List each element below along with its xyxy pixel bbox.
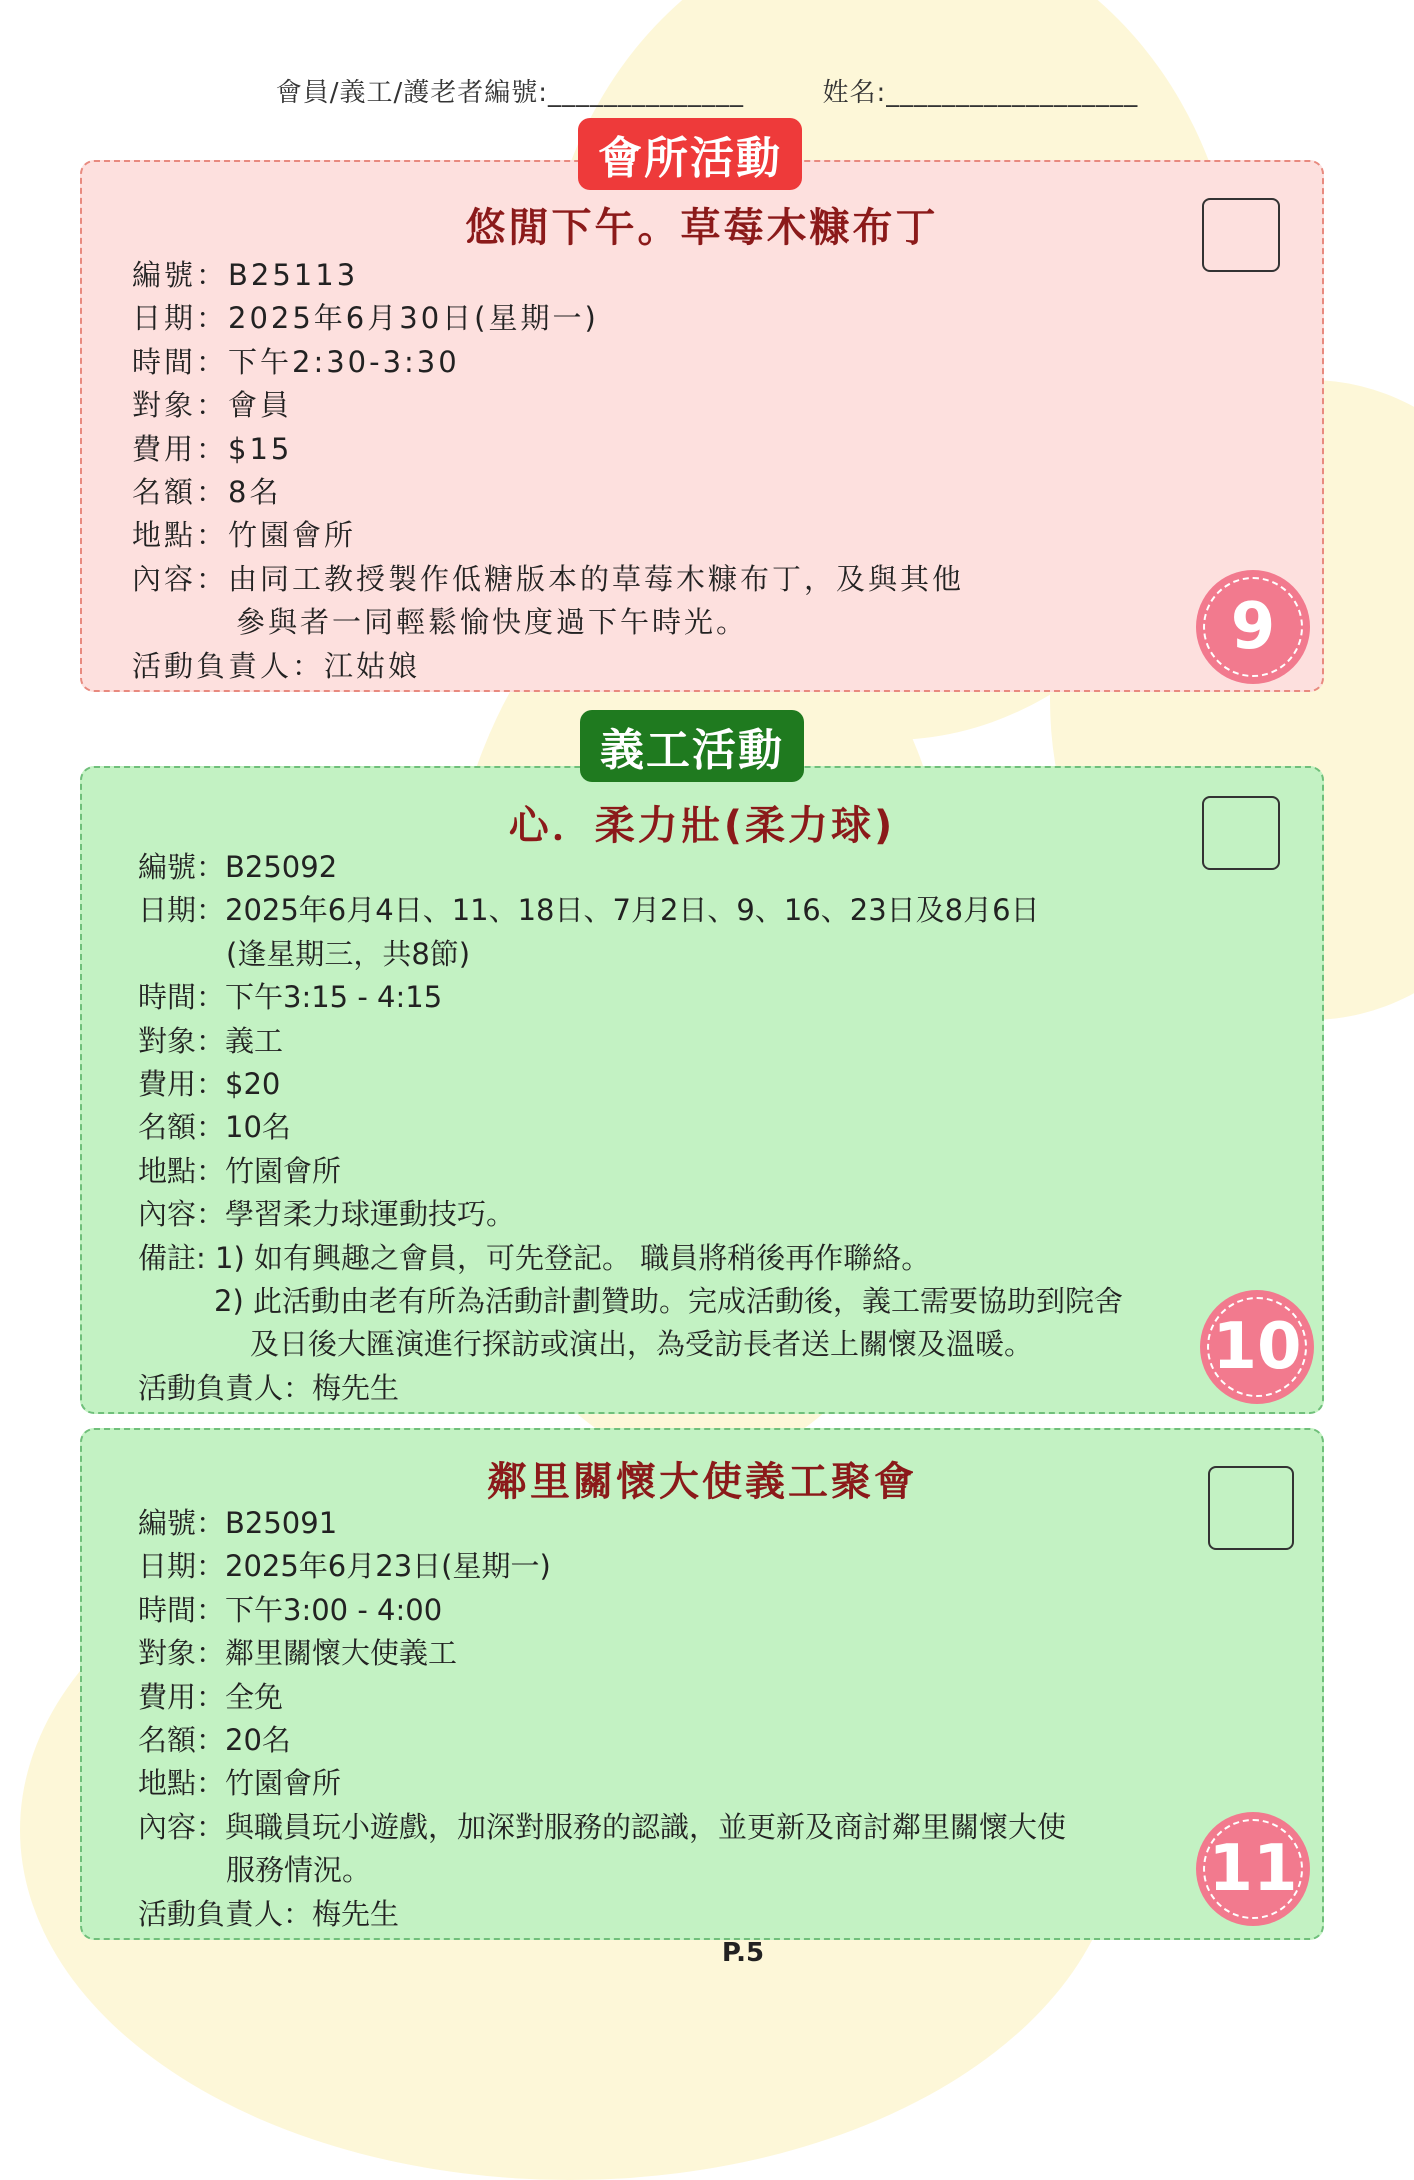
activity-number-badge (1196, 570, 1310, 684)
activity-title: 鄰里關懷大使義工聚會 (487, 1459, 917, 1505)
activity-card-9 (80, 160, 1324, 692)
activity-number: 10 (1207, 1297, 1307, 1397)
activity-number-badge (1200, 1290, 1314, 1404)
activity-fee: 費用：全免 (138, 1679, 284, 1714)
activity-target: 對象：鄰里關懷大使義工 (138, 1636, 458, 1671)
activity-details (138, 1502, 1066, 1936)
activity-date: 日期：2025年6月23日(星期一) (138, 1549, 551, 1584)
activity-target: 對象：義工 (138, 1023, 284, 1058)
activity-details (132, 254, 964, 688)
activity-fee: 費用：$20 (138, 1067, 281, 1102)
activity-title: 悠閒下午。草莓木糠布丁 (465, 205, 939, 251)
activity-code: 編號：B25113 (132, 258, 359, 292)
activity-content-continued: 參與者一同輕鬆愉快度過下午時光。 (236, 605, 749, 640)
activity-checkbox[interactable] (1202, 796, 1280, 870)
activity-quota: 名額：10名 (138, 1110, 291, 1145)
activity-target: 對象：會員 (132, 388, 293, 423)
activity-remark: 備註: 1) 如有興趣之會員，可先登記。 職員將稍後再作聯絡。 (138, 1240, 931, 1275)
activity-remark-2: 2) 此活動由老有所為活動計劃贊助。完成活動後，義工需要協助到院舍 (214, 1284, 1123, 1319)
activity-fee: 費用：$15 (132, 431, 293, 466)
activity-checkbox[interactable] (1202, 198, 1280, 272)
activity-number-badge (1196, 1812, 1310, 1926)
activity-time: 時間：下午3:00 - 4:00 (138, 1592, 443, 1627)
activity-date-continued: (逢星期三，共8節) (226, 936, 471, 971)
activity-person-in-charge: 活動負責人：梅先生 (138, 1370, 400, 1405)
activity-time: 時間：下午2:30-3:30 (132, 344, 460, 379)
member-number-field[interactable]: 會員/義工/護老者編號:______________ (275, 78, 744, 108)
activity-quota: 名額：20名 (138, 1723, 291, 1758)
activity-person-in-charge: 活動負責人：江姑娘 (132, 648, 421, 683)
volunteer-activities-tag: 義工活動 (580, 710, 804, 782)
activity-quota: 名額：8名 (132, 475, 282, 510)
activity-card-11 (80, 1428, 1324, 1940)
activity-card-10 (80, 766, 1324, 1414)
member-info-header (0, 72, 1414, 109)
activity-remark-2-continued: 及日後大匯演進行探訪或演出，為受訪長者送上關懷及溫暖。 (250, 1327, 1034, 1362)
activity-content: 內容：由同工教授製作低糖版本的草莓木糠布丁，及與其他 (132, 561, 965, 596)
activity-date: 日期：2025年6月30日(星期一) (132, 301, 599, 336)
activity-number: 9 (1203, 577, 1303, 677)
activity-person-in-charge: 活動負責人：梅先生 (138, 1896, 400, 1931)
activity-venue: 地點：竹園會所 (138, 1153, 342, 1188)
name-field[interactable]: 姓名:__________________ (822, 78, 1139, 108)
activity-content: 內容：與職員玩小遊戲，加深對服務的認識，並更新及商討鄰里關懷大使 (138, 1809, 1067, 1844)
activity-code: 編號：B25091 (138, 1506, 338, 1540)
activity-date: 日期：2025年6月4日、11、18日、7月2日、9、16、23日及8月6日 (138, 893, 1040, 928)
activity-content-continued: 服務情況。 (226, 1853, 372, 1888)
activity-content: 內容：學習柔力球運動技巧。 (138, 1197, 516, 1232)
activity-checkbox[interactable] (1208, 1466, 1294, 1550)
club-activities-tag: 會所活動 (578, 118, 802, 190)
activity-venue: 地點：竹園會所 (132, 518, 357, 553)
activity-details (138, 846, 1123, 1410)
activity-venue: 地點：竹園會所 (138, 1766, 342, 1801)
activity-title: 心．柔力壯(柔力球) (508, 803, 896, 849)
activity-number: 11 (1203, 1819, 1303, 1919)
activity-time: 時間：下午3:15 - 4:15 (138, 980, 443, 1015)
activity-code: 編號：B25092 (138, 850, 338, 884)
page-number: P.5 (721, 1938, 765, 1968)
